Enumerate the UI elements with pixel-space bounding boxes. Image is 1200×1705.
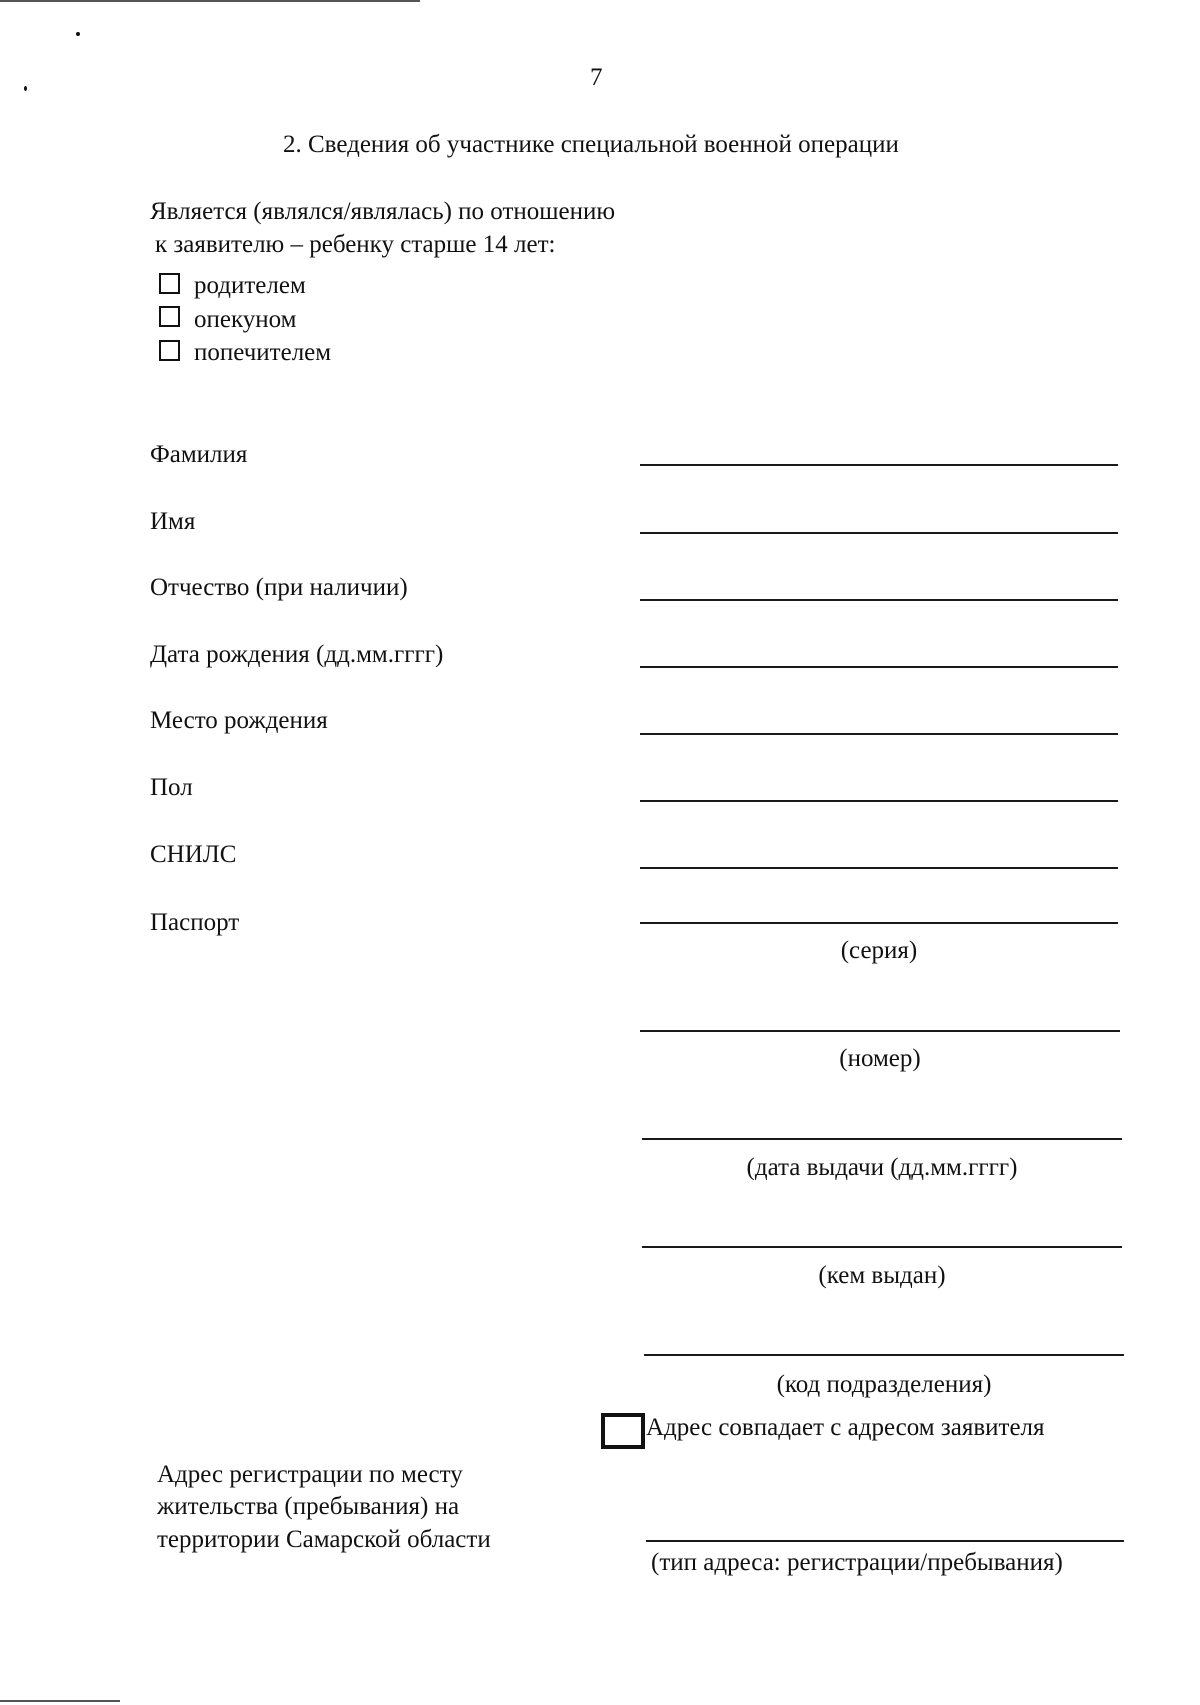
page-number: 7 [590, 64, 603, 91]
scan-speck [76, 32, 80, 36]
checkbox-guardian[interactable] [159, 306, 180, 327]
checkbox-parent[interactable] [159, 273, 180, 294]
checkbox-address-same-label: Адрес совпадает с адресом заявителя [646, 1414, 1045, 1441]
field-line-name[interactable] [640, 532, 1118, 534]
passport-issued-by-caption: (кем выдан) [818, 1262, 946, 1289]
passport-number-caption: (номер) [839, 1045, 921, 1072]
checkbox-parent-label: родителем [194, 272, 306, 299]
field-label-passport: Паспорт [150, 909, 240, 936]
checkbox-guardian-label: опекуном [194, 306, 297, 333]
field-line-address-type[interactable] [646, 1540, 1124, 1542]
field-label-snils: СНИЛС [150, 841, 237, 868]
field-line-sex[interactable] [640, 800, 1118, 802]
passport-issue-date-caption: (дата выдачи (дд.мм.гггг) [746, 1154, 1018, 1181]
scan-edge-top [0, 0, 420, 2]
checkbox-custodian[interactable] [159, 340, 180, 361]
relation-intro-line-1: Является (являлся/являлась) по отношению [150, 198, 616, 225]
field-line-passport-issued-by[interactable] [642, 1246, 1122, 1248]
field-label-sex: Пол [150, 774, 193, 801]
scan-speck [24, 86, 27, 91]
field-label-birth-date: Дата рождения (дд.мм.гггг) [150, 641, 444, 668]
passport-series-caption: (серия) [840, 937, 918, 964]
field-line-birth-date[interactable] [640, 666, 1118, 668]
section-title: 2. Сведения об участнике специальной военной операции [283, 131, 899, 158]
field-label-birth-place: Место рождения [150, 707, 328, 734]
field-line-patronymic[interactable] [640, 599, 1118, 601]
scan-edge-bottom [0, 1700, 120, 1702]
field-line-passport-issue-date[interactable] [642, 1138, 1122, 1140]
field-line-surname[interactable] [640, 464, 1118, 466]
field-label-name: Имя [150, 508, 196, 535]
address-label-line-3: территории Самарской области [157, 1526, 491, 1553]
field-line-snils[interactable] [640, 867, 1118, 869]
address-label-line-1: Адрес регистрации по месту [157, 1461, 463, 1488]
checkbox-address-same[interactable] [601, 1413, 645, 1449]
field-label-surname: Фамилия [150, 441, 248, 468]
address-label-line-2: жительства (пребывания) на [157, 1493, 460, 1520]
relation-intro-line-2: к заявителю – ребенку старше 14 лет: [155, 231, 556, 258]
address-type-caption: (тип адреса: регистрации/пребывания) [651, 1549, 1063, 1576]
field-line-passport-series[interactable] [640, 922, 1118, 924]
field-line-passport-number[interactable] [640, 1030, 1120, 1032]
field-line-passport-division-code[interactable] [644, 1354, 1124, 1356]
field-label-patronymic: Отчество (при наличии) [150, 574, 408, 601]
passport-division-code-caption: (код подразделения) [776, 1371, 992, 1398]
field-line-birth-place[interactable] [640, 733, 1118, 735]
checkbox-custodian-label: попечителем [194, 339, 332, 366]
